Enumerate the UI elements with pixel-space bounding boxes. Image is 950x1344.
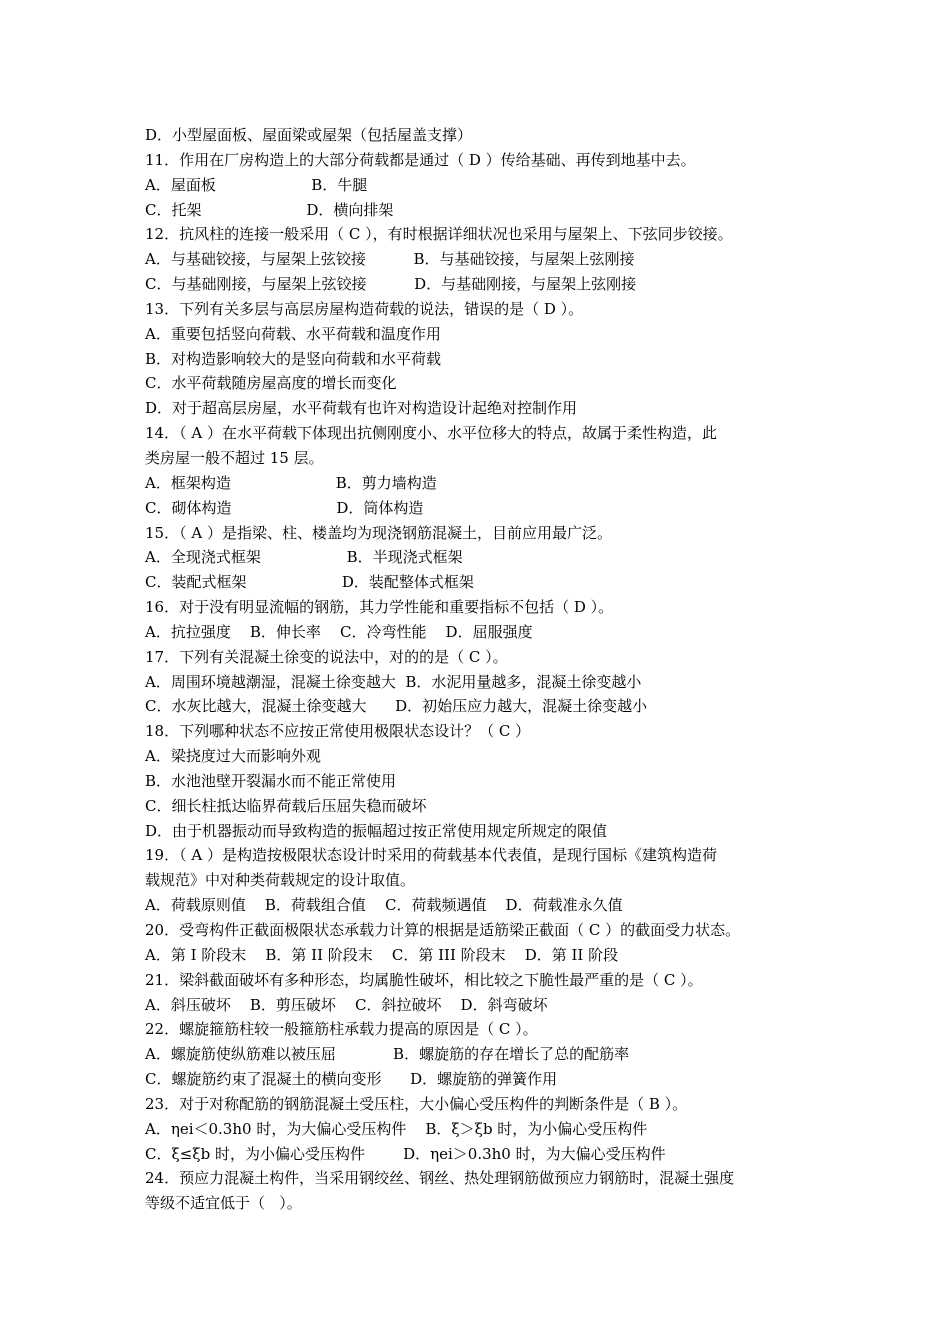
text-line: D．由于机器振动而导致构造的振幅超过按正常使用规定所规定的限值 (145, 821, 608, 840)
text-line: D．对于超高层房屋，水平荷载有也许对构造设计起绝对控制作用 (145, 399, 578, 418)
text-line: B．水池池壁开裂漏水而不能正常使用 (145, 771, 397, 790)
text-line: B．对构造影响较大的是竖向荷载和水平荷载 (145, 349, 442, 368)
text-line: 13．下列有关多层与高层房屋构造荷载的说法，错误的是（ D ）。 (145, 299, 584, 318)
text-line: A．框架构造 B．剪力墙构造 (145, 473, 437, 492)
text-line: 17．下列有关混凝土徐变的说法中，对的的是（ C ）。 (145, 647, 508, 666)
text-line: C．螺旋筋约束了混凝土的横向变形 D．螺旋筋的弹簧作用 (145, 1070, 558, 1089)
text-line: 12．抗风柱的连接一般采用（ C ），有时根据详细状况也采用与屋架上、下弦同步铰接。 (145, 225, 733, 244)
text-line: 类房屋一般不超过 15 层。 (145, 448, 324, 467)
text-line: 14．（ A ）在水平荷载下体现出抗侧刚度小、水平位移大的特点，故属于柔性构造，此 (145, 424, 717, 443)
text-line: 16．对于没有明显流幅的钢筋，其力学性能和重要指标不包括（ D ）。 (145, 598, 614, 617)
text-line: C．ξ≤ξb 时，为小偏心受压构件 D．ηei＞0.3h0 时，为大偏心受压构件 (145, 1144, 666, 1163)
text-line: 18．下列哪种状态不应按正常使用极限状态设计？（ C ） (145, 722, 531, 741)
text-line: 11．作用在厂房构造上的大部分荷载都是通过（ D ）传给基础、再传到地基中去。 (145, 150, 696, 169)
text-line: C．装配式框架 D．装配整体式框架 (145, 573, 474, 592)
text-line: C．水平荷载随房屋高度的增长而变化 (145, 374, 397, 393)
text-line: 20．受弯构件正截面极限状态承载力计算的根据是适筋梁正截面（ C ）的截面受力状态。 (145, 921, 741, 939)
text-line: A．周围环境越潮湿，混凝土徐变越大 B．水泥用量越多，混凝土徐变越小 (145, 672, 642, 691)
text-line: C．砌体构造 D．筒体构造 (145, 498, 424, 517)
text-line: 21．梁斜截面破坏有多种形态，均属脆性破坏，相比较之下脆性最严重的是（ C ）。 (145, 970, 703, 989)
text-line: A．全现浇式框架 B．半现浇式框架 (145, 548, 463, 567)
text-line: A．螺旋筋使纵筋难以被压屈 B．螺旋筋的存在增长了总的配筋率 (145, 1045, 630, 1064)
text-line: C．水灰比越大，混凝土徐变越大 D．初始压应力越大，混凝土徐变越小 (145, 697, 648, 716)
text-line: 19．（ A ）是构造按极限状态设计时采用的荷载基本代表值，是现行国标《建筑构造荷 (145, 846, 717, 865)
text-line: 15．（ A ）是指梁、柱、楼盖均为现浇钢筋混凝土，目前应用最广泛。 (145, 523, 612, 542)
text-line: A．与基础铰接，与屋架上弦铰接 B．与基础铰接，与屋架上弦刚接 (145, 250, 635, 269)
text-line: C．托架 D．横向排架 (145, 200, 394, 219)
text-line: A．第 I 阶段末 B．第 II 阶段末 C．第 III 阶段末 D．第 II 阶段 (145, 945, 619, 964)
text-line: A．斜压破坏 B．剪压破坏 C．斜拉破坏 D．斜弯破坏 (145, 995, 548, 1014)
text-line: D．小型屋面板、屋面梁或屋架（包括屋盖支撑） (145, 126, 473, 144)
text-line: A．梁挠度过大而影响外观 (145, 747, 321, 766)
text-line: C．与基础刚接，与屋架上弦铰接 D．与基础刚接，与屋架上弦刚接 (145, 275, 637, 294)
text-line: 24．预应力混凝土构件，当采用钢绞丝、钢丝、热处理钢筋做预应力钢筋时，混凝土强度 (145, 1169, 735, 1188)
text-line: A．荷载原则值 B．荷载组合值 C．荷载频遇值 D．荷载准永久值 (145, 896, 623, 915)
text-line: 载规范》中对种类荷载规定的设计取值。 (145, 871, 416, 890)
text-line: 等级不适宜低于（ ）。 (145, 1194, 302, 1213)
text-line: A．抗拉强度 B．伸长率 C．冷弯性能 D．屈服强度 (145, 622, 533, 641)
text-line: A．重要包括竖向荷载、水平荷载和温度作用 (145, 324, 441, 343)
text-line: A．ηei＜0.3h0 时，为大偏心受压构件 B．ξ＞ξb 时，为小偏心受压构件 (145, 1119, 648, 1138)
text-line: C．细长柱抵达临界荷载后压屈失稳而破坏 (145, 796, 427, 815)
text-line: A．屋面板 B．牛腿 (145, 175, 368, 194)
text-line: 23．对于对称配筋的钢筋混凝土受压柱，大小偏心受压构件的判断条件是（ B ）。 (145, 1094, 688, 1113)
document-body (145, 123, 815, 1216)
text-line: 22．螺旋箍筋柱较一般箍筋柱承载力提高的原因是（ C ）。 (145, 1020, 538, 1039)
